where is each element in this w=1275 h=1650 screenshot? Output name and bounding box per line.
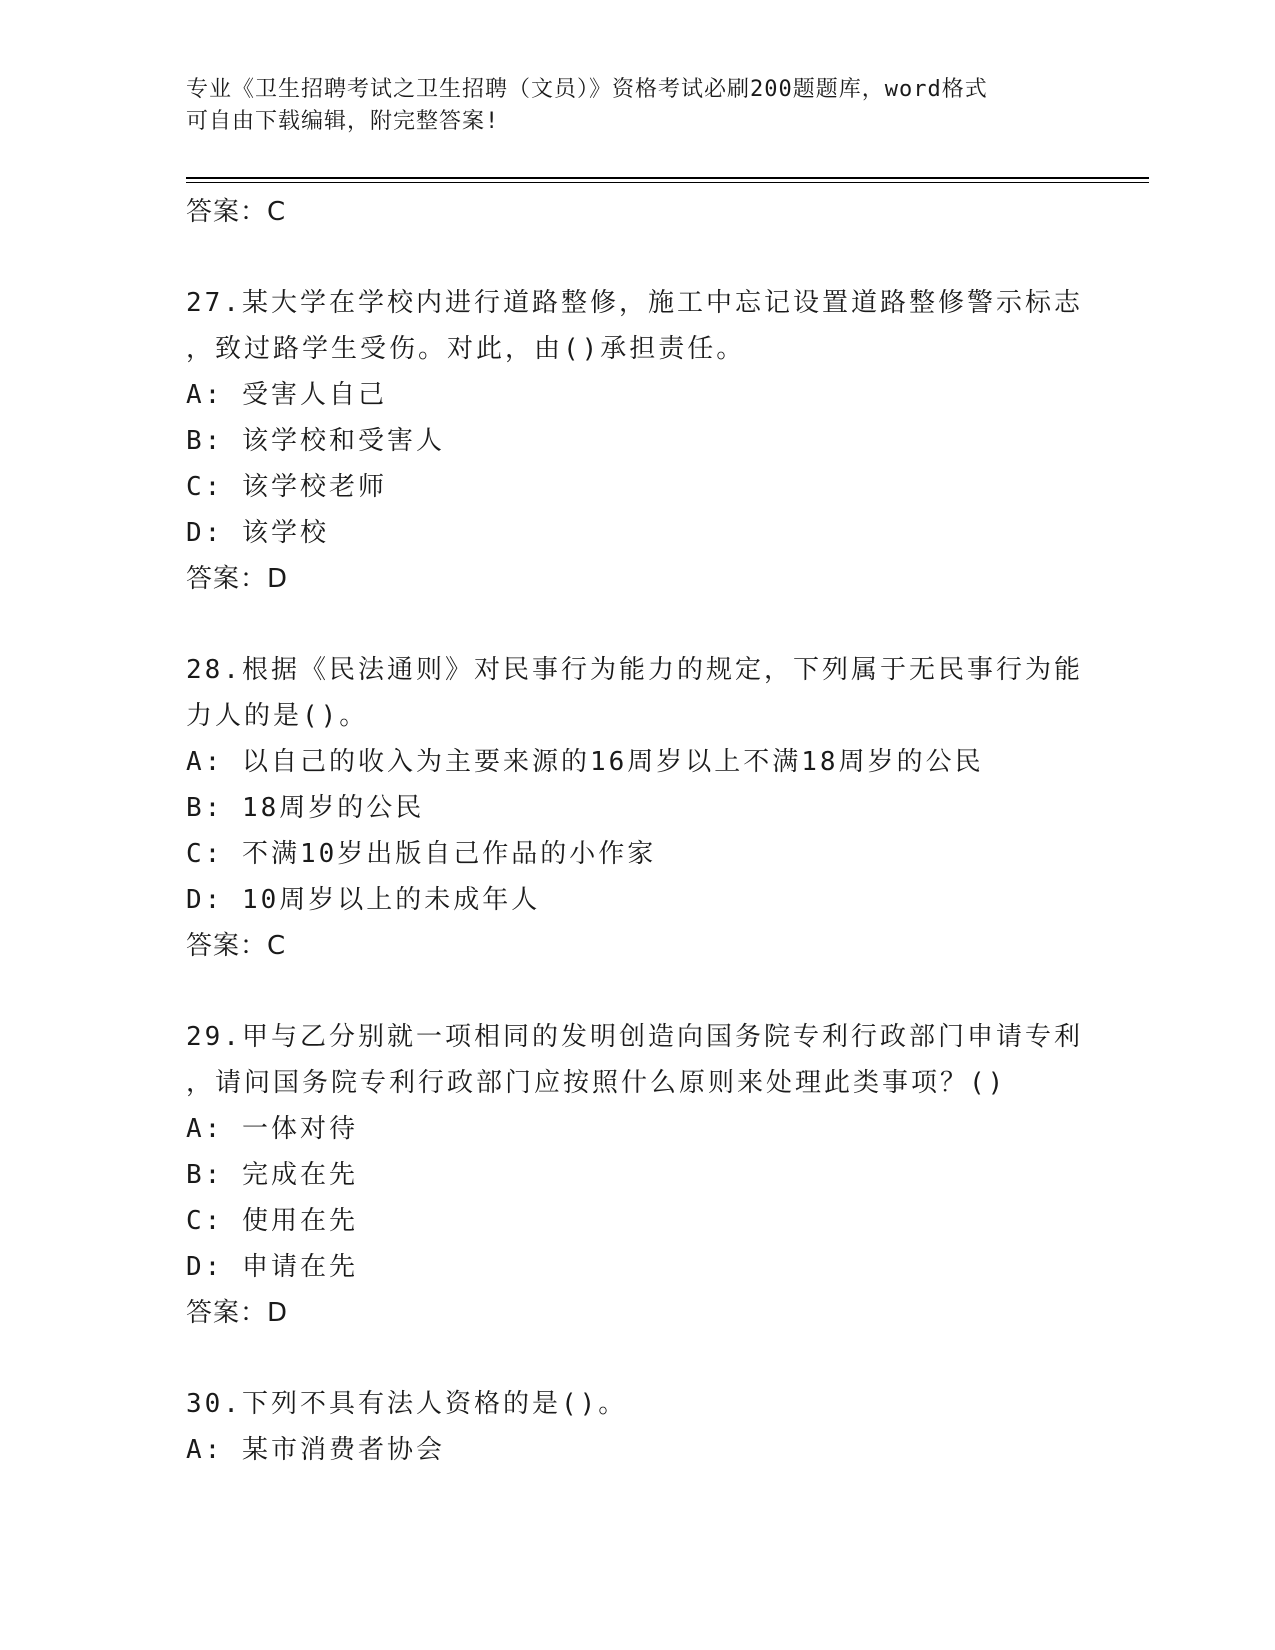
header-divider-thin xyxy=(186,182,1149,183)
question-28 xyxy=(186,647,1086,969)
option-b: B: 该学校和受害人 xyxy=(186,426,445,456)
spacer xyxy=(186,1336,1086,1381)
option-b: B: 完成在先 xyxy=(186,1160,358,1190)
question-text-line: ，致过路学生受伤。对此，由()承担责任。 xyxy=(186,334,746,364)
question-text-line: 28.根据《民法通则》对民事行为能力的规定，下列属于无民事行为能 xyxy=(186,655,1083,685)
option-c: C: 不满10岁出版自己作品的小作家 xyxy=(186,839,657,869)
question-text-line: 29.甲与乙分别就一项相同的发明创造向国务院专利行政部门申请专利 xyxy=(186,1022,1083,1052)
option-a: A: 受害人自己 xyxy=(186,380,387,410)
question-text-line: 力人的是()。 xyxy=(186,701,369,731)
question-text-line: 27.某大学在学校内进行道路整修，施工中忘记设置道路整修警示标志 xyxy=(186,288,1083,318)
header-line-1: 专业《卫生招聘考试之卫生招聘（文员）》资格考试必刷200题题库，word格式 xyxy=(186,77,988,102)
previous-answer: 答案：C xyxy=(186,197,287,227)
question-27 xyxy=(186,280,1086,602)
option-a: A: 一体对待 xyxy=(186,1114,358,1144)
answer: 答案：D xyxy=(186,564,289,594)
spacer xyxy=(186,235,1086,280)
question-text-line: ，请问国务院专利行政部门应按照什么原则来处理此类事项？() xyxy=(186,1068,1007,1098)
spacer xyxy=(186,602,1086,647)
page-header xyxy=(186,74,1066,138)
option-b: B: 18周岁的公民 xyxy=(186,793,425,823)
option-d: D: 该学校 xyxy=(186,518,329,548)
option-a: A: 某市消费者协会 xyxy=(186,1435,445,1465)
answer: 答案：C xyxy=(186,931,287,961)
answer: 答案：D xyxy=(186,1298,289,1328)
option-d: D: 申请在先 xyxy=(186,1252,358,1282)
option-c: C: 该学校老师 xyxy=(186,472,387,502)
question-text-line: 30.下列不具有法人资格的是()。 xyxy=(186,1389,628,1419)
question-30 xyxy=(186,1381,1086,1473)
spacer xyxy=(186,969,1086,1014)
header-divider-thick xyxy=(186,177,1149,179)
question-29 xyxy=(186,1014,1086,1336)
document-body xyxy=(186,189,1086,1473)
header-line-2: 可自由下载编辑，附完整答案! xyxy=(186,109,500,134)
option-d: D: 10周岁以上的未成年人 xyxy=(186,885,541,915)
option-c: C: 使用在先 xyxy=(186,1206,358,1236)
option-a: A: 以自己的收入为主要来源的16周岁以上不满18周岁的公民 xyxy=(186,747,984,777)
